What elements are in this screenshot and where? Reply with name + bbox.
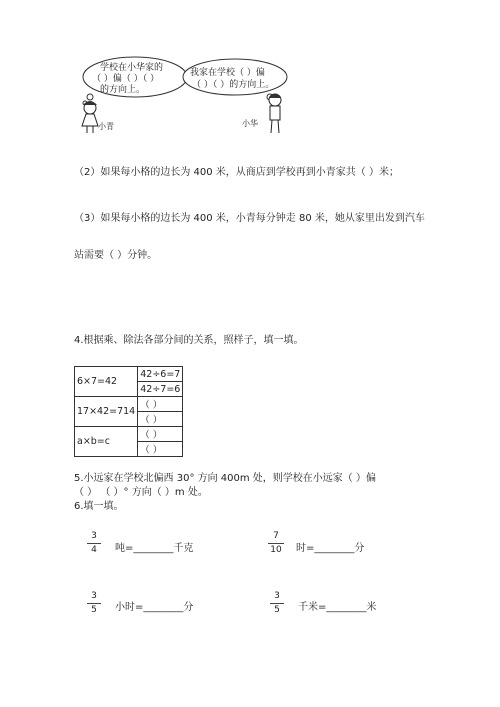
denominator: 4 [91,545,97,555]
question-3-line-1: （3）如果每小格的边长为 400 米，小青每分钟走 80 米，她从家里出发到汽车 [74,213,425,224]
girl-bubble-line-2: （ ）偏（ ）（ ） [92,74,160,84]
numerator: 3 [274,591,280,601]
boy-bubble-line-2: （ ）（ ）的方向上。 [192,80,275,90]
table-cell: （ ） [138,427,183,442]
question-2: （2）如果每小格的边长为 400 米，从商店到学校再到小青家共（ ）米； [74,167,399,178]
question-5-line-2: （ ） （ ）° 方向（ ）m 处。 [74,487,208,498]
table-cell: （ ） [138,442,183,457]
fraction [268,531,284,556]
girl-bubble-line-3: 的方向上。 [100,85,146,95]
fill-item-text: 小时=________分 [115,602,194,613]
table-cell: 42÷6=7 [138,367,183,382]
question-6-title: 6.填一填。 [74,501,124,512]
girl-figure [82,101,98,133]
girl-bubble-line-1: 学校在小华家的 [100,63,164,73]
fill-item-text: 千米=________米 [298,602,377,613]
table-cell: （ ） [138,412,183,427]
denominator: 10 [270,545,282,555]
table-cell: 17×42=714 [75,397,138,427]
denominator: 5 [274,605,280,615]
question-4-title: 4.根据乘、除法各部分间的关系，照样子，填一填。 [74,335,304,346]
fraction [87,591,101,616]
denominator: 5 [91,605,97,615]
question-3-line-2: 站需要（ ）分钟。 [74,250,158,261]
fraction [270,591,284,616]
numerator: 3 [91,591,97,601]
boy-name-label: 小华 [242,119,258,128]
fraction [87,531,101,556]
fill-item-text: 时=________分 [296,543,365,554]
girl-name-label: 小青 [98,122,114,131]
operations-table [74,366,183,457]
table-cell: （ ） [138,397,183,412]
numerator: 3 [91,531,97,541]
numerator: 7 [273,531,279,541]
direction-figure [70,55,320,135]
question-5-line-1: 5.小远家在学校北偏西 30° 方向 400m 处，则学校在小远家（ ）偏 [74,473,376,484]
boy-bubble-line-1: 我家在学校（ ）偏 [190,68,265,78]
table-cell: 6×7=42 [75,367,138,397]
table-cell: 42÷7=6 [138,382,183,397]
fill-item-text: 吨=________千克 [115,543,194,554]
boy-figure [269,94,281,133]
table-cell: a×b=c [75,427,138,457]
